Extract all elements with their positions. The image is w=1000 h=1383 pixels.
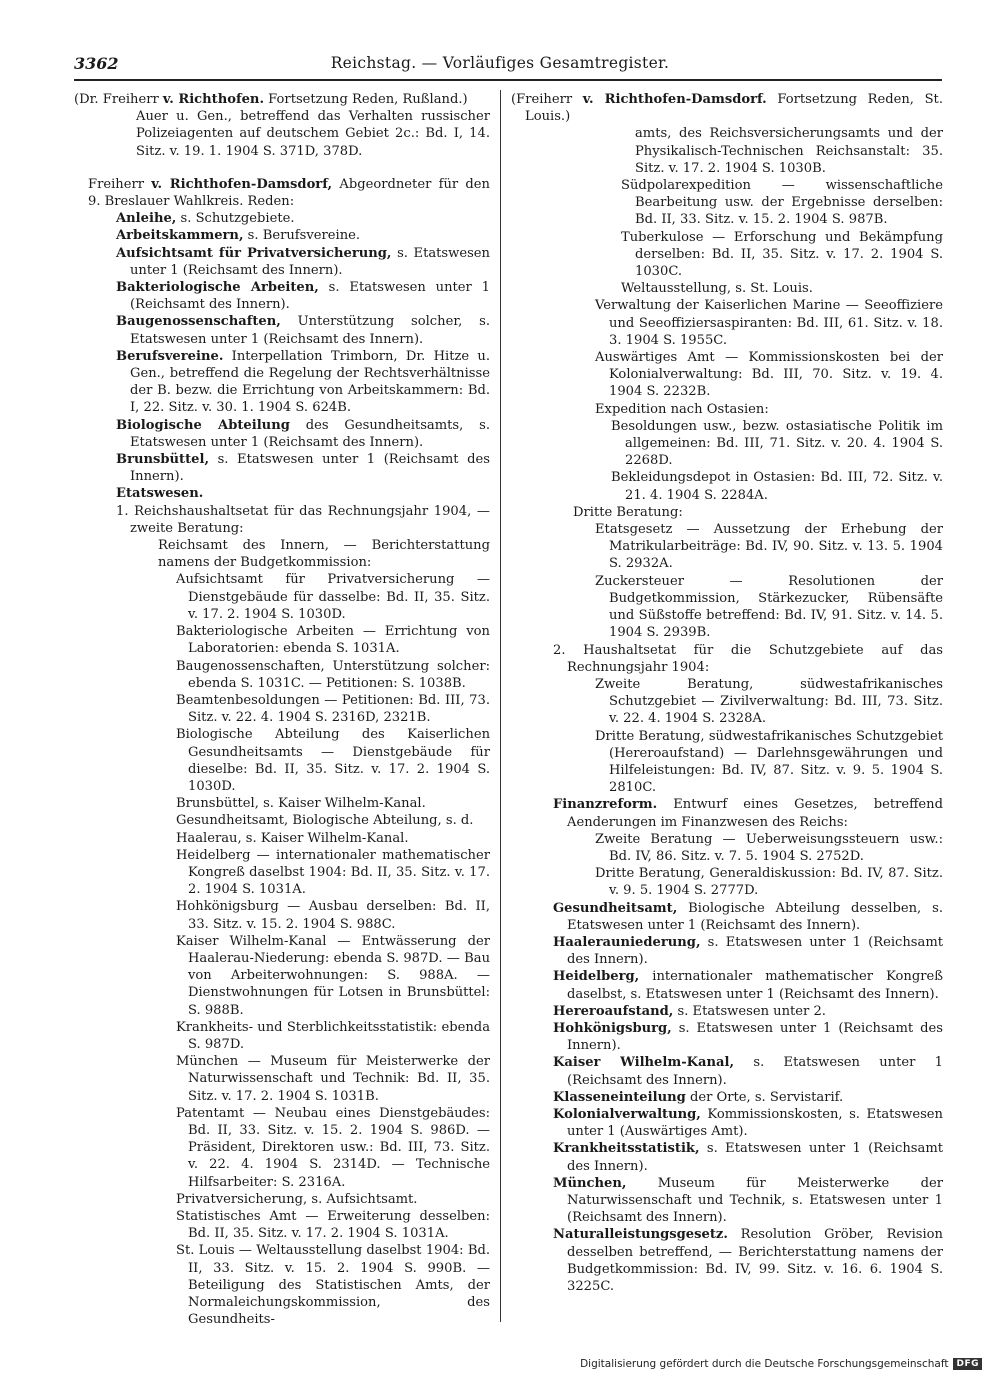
index-entry <box>74 898 490 932</box>
entry-text: Reichsamt des Innern, — Berichterstattung namens der Budgetkommission: <box>158 538 490 571</box>
entry-text: des Gesundheitsamts, s. Etatswesen unter 1 (Reichsamt des Innern). <box>130 417 490 450</box>
index-entry <box>511 676 943 728</box>
index-entry <box>511 728 943 797</box>
index-entry <box>74 692 490 726</box>
entry-text: Beamtenbesoldungen — Petitionen: Bd. III, 73. Sitz. v. 22. 4. 1904 S. 2316D, 2321B. <box>176 692 490 726</box>
index-entry <box>511 573 943 642</box>
index-entry <box>74 313 490 347</box>
entry-text: (Dr. Freiherr <box>74 92 163 107</box>
entry-text: Patentamt — Neubau eines Dienstgebäudes: Bd. II, 33. Sitz. v. 15. 2. 1904 S. 986D. — Präsident, Direktoren usw.: Bd. III, 73. Sitz. v. 22. 4. 1904 S. 2314D. — Technische Hilfsarbeiter: S. 2316A. <box>176 1105 490 1190</box>
running-header: Reichstag. — Vorläufiges Gesamtregister. <box>330 54 670 72</box>
index-entry <box>74 485 490 502</box>
entry-text: Privatversicherung, s. Aufsichtsamt. <box>176 1191 418 1207</box>
entry-keyword: Finanzreform. <box>553 797 658 813</box>
entry-text: Bekleidungsdepot in Ostasien: Bd. III, 72. Sitz. v. 21. 4. 1904 S. 2284A. <box>611 470 943 503</box>
dfg-logo: DFG <box>953 1358 982 1370</box>
index-entry <box>74 91 490 108</box>
entry-text: Dritte Beratung, südwestafrikanisches Schutzgebiet (Hereroaufstand) — Darlehnsgewährungen und Hilfeleistungen: Bd. IV, 87. Sitz. v. 9. 5. 1904 S. 2810C. <box>595 728 943 796</box>
entry-keyword: v. Richthofen. <box>162 92 265 107</box>
entry-text: Zuckersteuer — Resolutionen der Budgetkommission, Stärkezucker, Rübensäfte und Süßstoffe betreffend: Bd. IV, 91. Sitz. v. 14. 5. 1904 S. 2939B. <box>595 573 943 641</box>
entry-keyword: Biologische Abteilung <box>116 417 290 433</box>
index-entry <box>74 658 490 692</box>
index-entry <box>74 417 490 451</box>
entry-text: St. Louis — Weltausstellung daselbst 1904: Bd. II, 33. Sitz. v. 15. 2. 1904 S. 990B. — Beteiligung des Statistischen Amts, der Normaleichungskommission, des Gesundheits- <box>176 1243 490 1328</box>
entry-text: Biologische Abteilung desselben, s. Etatswesen unter 1 (Reichsamt des Innern). <box>567 900 943 933</box>
index-entry <box>511 177 943 229</box>
entry-text: Hohkönigsburg — Ausbau derselben: Bd. II, 33. Sitz. v. 15. 2. 1904 S. 988C. <box>176 899 490 932</box>
entry-gap <box>74 160 490 176</box>
index-entry <box>511 831 943 865</box>
entry-text: Dritte Beratung: <box>573 504 683 520</box>
entry-keyword: Krankheitsstatistik, <box>553 1141 700 1157</box>
entry-text: Besoldungen usw., bezw. ostasiatische Politik im allgemeinen: Bd. III, 71. Sitz. v. 20. 4. 1904 S. 2268D. <box>611 418 943 469</box>
index-entry <box>74 176 490 210</box>
index-entry <box>74 245 490 279</box>
header-rule <box>74 79 942 81</box>
entry-text: Fortsetzung Reden, St. Louis.) <box>525 92 943 125</box>
index-entry <box>74 1053 490 1105</box>
index-entry <box>74 1019 490 1053</box>
index-entry <box>511 469 943 503</box>
entry-text: s. Schutzgebiete. <box>176 211 295 227</box>
index-entry <box>511 934 943 968</box>
entry-text: Heidelberg — internationaler mathematischer Kongreß daselbst 1904: Bd. II, 35. Sitz. v. 17. 2. 1904 S. 1031A. <box>176 847 490 898</box>
entry-keyword: Naturalleistungsgesetz. <box>553 1227 728 1243</box>
entry-keyword: Berufsvereine. <box>116 348 224 364</box>
index-entry <box>74 348 490 417</box>
entry-text: Fortsetzung Reden, Rußland.) <box>264 92 468 107</box>
index-entry <box>74 726 490 795</box>
index-entry <box>74 1191 490 1208</box>
entry-keyword: Arbeitskammern, <box>116 228 244 244</box>
entry-keyword: v. Richthofen-Damsdorf. <box>582 92 767 107</box>
entry-text: Biologische Abteilung des Kaiserlichen Gesundheitsamts — Dienstgebäude für dieselbe: Bd. II, 35. Sitz. v. 17. 2. 1904 S. 1030D. <box>176 727 490 794</box>
entry-text: Auer u. Gen., betreffend das Verhalten russischer Polizeiagenten auf deutschem Gebiet 2c.: Bd. I, 14. Sitz. v. 19. 1. 1904 S. 371D, 378D. <box>136 109 490 159</box>
entry-text: Weltausstellung, s. St. Louis. <box>621 281 813 297</box>
entry-text: Statistisches Amt — Erweiterung desselben: Bd. II, 35. Sitz. v. 17. 2. 1904 S. 1031A. <box>176 1209 490 1242</box>
entry-text: Freiherr <box>88 176 152 192</box>
entry-text: s. Etatswesen unter 1 (Reichsamt des Innern). <box>567 1141 943 1174</box>
index-entry <box>511 504 943 521</box>
entry-text: Zweite Beratung, südwestafrikanisches Schutzgebiet — Zivilverwaltung: Bd. III, 73. Sitz. v. 22. 4. 1904 S. 2328A. <box>595 676 943 727</box>
index-entry <box>74 451 490 485</box>
index-entry <box>74 830 490 847</box>
index-entry <box>511 1089 943 1106</box>
entry-keyword: Hohkönigsburg, <box>553 1020 672 1036</box>
index-entry <box>74 227 490 244</box>
index-entry <box>511 1020 943 1054</box>
entry-text: Krankheits- und Sterblichkeitsstatistik: ebenda S. 987D. <box>176 1019 490 1052</box>
entry-text: Zweite Beratung — Ueberweisungssteuern usw.: Bd. IV, 86. Sitz. v. 7. 5. 1904 S. 2752D. <box>595 831 943 864</box>
entry-keyword: München, <box>553 1175 627 1191</box>
entry-text: Verwaltung der Kaiserlichen Marine — Seeoffiziere und Seeoffiziersaspiranten: Bd. III, 61. Sitz. v. 18. 3. 1904 S. 1955C. <box>595 298 943 348</box>
entry-text: Dritte Beratung, Generaldiskussion: Bd. IV, 87. Sitz. v. 9. 5. 1904 S. 2777D. <box>595 866 943 899</box>
entry-text: (Freiherr <box>511 92 583 107</box>
footer <box>580 1358 982 1370</box>
entry-text: Tuberkulose — Erforschung und Bekämpfung derselben: Bd. II, 35. Sitz. v. 17. 2. 1904 S. 1030C. <box>621 229 943 280</box>
index-entry <box>74 1242 490 1328</box>
entry-text: s. Etatswesen unter 1 (Reichsamt des Innern). <box>567 1020 943 1054</box>
index-entry <box>74 812 490 829</box>
entry-keyword: Brunsbüttel, <box>116 452 210 468</box>
entry-text: s. Etatswesen unter 2. <box>673 1003 826 1019</box>
entry-text: s. Etatswesen unter 1 (Reichsamt des Innern). <box>130 280 490 313</box>
entry-text: Museum für Meisterwerke der Naturwissenschaft und Technik, s. Etatswesen unter 1 (Reichsamt des Innern). <box>567 1175 943 1226</box>
index-entry <box>74 795 490 812</box>
index-entry <box>511 968 943 1002</box>
right-column <box>511 91 943 1295</box>
entry-keyword: Kaiser Wilhelm-Kanal, <box>553 1055 735 1071</box>
entry-text: München — Museum für Meisterwerke der Naturwissenschaft und Technik: Bd. II, 35. Sitz. v. 17. 2. 1904 S. 1031B. <box>176 1054 490 1104</box>
entry-keyword: Etatswesen. <box>116 486 204 502</box>
index-entry <box>74 623 490 657</box>
entry-text: Südpolarexpedition — wissenschaftliche Bearbeitung usw. der Ergebnisse derselben: Bd. II, 33. Sitz. v. 15. 2. 1904 S. 987B. <box>621 178 943 228</box>
entry-text: der Orte, s. Servistarif. <box>685 1089 844 1105</box>
index-entry <box>511 1175 943 1227</box>
entry-keyword: Gesundheitsamt, <box>553 900 678 916</box>
index-entry <box>511 125 943 177</box>
index-entry <box>74 571 490 623</box>
footer-credit: Digitalisierung gefördert durch die Deutsche Forschungsgemeinschaft <box>580 1358 949 1370</box>
index-entry <box>511 401 943 418</box>
index-entry <box>511 91 943 125</box>
entry-keyword: Hereroaufstand, <box>553 1003 674 1019</box>
entry-keyword: v. Richthofen-Damsdorf, <box>151 176 333 192</box>
entry-keyword: Bakteriologische Arbeiten, <box>116 280 319 296</box>
entry-keyword: Anleihe, <box>116 211 177 227</box>
entry-text: s. Etatswesen unter 1 (Reichsamt des Innern). <box>567 934 943 968</box>
index-entry <box>511 1106 943 1140</box>
entry-text: Expedition nach Ostasien: <box>595 401 769 417</box>
entry-text: Entwurf eines Gesetzes, betreffend Aenderungen im Finanzwesen des Reichs: <box>567 797 943 830</box>
index-entry <box>511 418 943 470</box>
index-entry <box>74 933 490 1019</box>
left-column <box>74 91 490 1328</box>
index-entry <box>511 900 943 934</box>
entry-text: Gesundheitsamt, Biologische Abteilung, s. d. <box>176 813 474 829</box>
entry-text: Kaiser Wilhelm-Kanal — Entwässerung der Haalerau-Niederung: ebenda S. 987D. — Bau von Arbeiterwohnungen: S. 988A. — Dienstwohnungen für Lotsen in Brunsbüttel: S. 988B. <box>176 933 490 1018</box>
entry-text: Haalerau, s. Kaiser Wilhelm-Kanal. <box>176 830 409 846</box>
entry-text: Interpellation Trimborn, Dr. Hitze u. Gen., betreffend die Regelung der Rechtsverhältnisse der B. bezw. die Errichtung von Arbeitskammern: Bd. I, 22. Sitz. v. 30. 1. 1904 S. 624B. <box>130 348 490 416</box>
index-entry <box>74 847 490 899</box>
entry-text: s. Berufsvereine. <box>243 228 361 244</box>
entry-text: amts, des Reichsversicherungsamts und der Physikalisch-Technischen Reichsanstalt: 35. Sitz. v. 17. 2. 1904 S. 1030B. <box>635 126 943 176</box>
index-entry <box>511 1226 943 1295</box>
entry-text: Kommissionskosten, s. Etatswesen unter 1 (Auswärtiges Amt). <box>567 1106 943 1140</box>
page-number: 3362 <box>74 54 119 73</box>
index-entry <box>74 210 490 227</box>
entry-text: 2. Haushaltsetat für die Schutzgebiete auf das Rechnungsjahr 1904: <box>553 642 943 675</box>
index-entry <box>511 1054 943 1088</box>
entry-text: Abgeordneter für den 9. Breslauer Wahlkreis. Reden: <box>88 176 490 210</box>
index-entry <box>511 865 943 899</box>
index-entry <box>74 108 490 160</box>
index-entry <box>511 1003 943 1020</box>
entry-keyword: Kolonialverwaltung, <box>553 1106 701 1122</box>
index-entry <box>511 280 943 297</box>
entry-keyword: Aufsichtsamt für Privatversicherung, <box>116 245 392 261</box>
index-entry <box>74 1105 490 1191</box>
entry-text: Unterstützung solcher, s. Etatswesen unter 1 (Reichsamt des Innern). <box>130 314 490 347</box>
entry-text: s. Etatswesen unter 1 (Reichsamt des Innern). <box>567 1055 943 1088</box>
index-entry <box>74 503 490 537</box>
entry-text: Bakteriologische Arbeiten — Errichtung von Laboratorien: ebenda S. 1031A. <box>176 624 490 657</box>
entry-text: Etatsgesetz — Aussetzung der Erhebung der Matrikularbeiträge: Bd. IV, 90. Sitz. v. 13. 5. 1904 S. 2932A. <box>595 522 943 572</box>
entry-text: Auswärtiges Amt — Kommissionskosten bei der Kolonialverwaltung: Bd. III, 70. Sitz. v. 19. 4. 1904 S. 2232B. <box>595 350 943 400</box>
entry-keyword: Heidelberg, <box>553 969 640 985</box>
index-entry <box>74 1208 490 1242</box>
entry-text: Brunsbüttel, s. Kaiser Wilhelm-Kanal. <box>176 796 426 812</box>
entry-text: Aufsichtsamt für Privatversicherung — Dienstgebäude für dasselbe: Bd. II, 35. Sitz. v. 17. 2. 1904 S. 1030D. <box>176 572 490 622</box>
entry-text: 1. Reichshaushaltsetat für das Rechnungsjahr 1904, — zweite Beratung: <box>116 503 490 536</box>
column-divider <box>500 90 501 1322</box>
index-entry <box>511 349 943 401</box>
index-entry <box>511 796 943 830</box>
index-entry <box>74 537 490 571</box>
entry-text: Baugenossenschaften, Unterstützung solcher: ebenda S. 1031C. — Petitionen: S. 1038B. <box>176 658 490 691</box>
entry-text: s. Etatswesen unter 1 (Reichsamt des Innern). <box>130 245 490 278</box>
index-entry <box>511 229 943 281</box>
index-entry <box>511 642 943 676</box>
entry-keyword: Haalerauniederung, <box>553 934 701 950</box>
entry-keyword: Klasseneinteilung <box>553 1089 686 1105</box>
index-entry <box>511 521 943 573</box>
index-entry <box>74 279 490 313</box>
entry-text: s. Etatswesen unter 1 (Reichsamt des Innern). <box>130 452 490 485</box>
entry-text: internationaler mathematischer Kongreß daselbst, s. Etatswesen unter 1 (Reichsamt des Innern). <box>567 969 943 1002</box>
entry-text: Resolution Gröber, Revision desselben betreffend, — Berichterstattung namens der Budgetkommission: Bd. IV, 99. Sitz. v. 16. 6. 1904 S. 3225C. <box>567 1227 943 1295</box>
index-entry <box>511 1140 943 1174</box>
index-entry <box>511 297 943 349</box>
entry-keyword: Baugenossenschaften, <box>116 314 281 330</box>
